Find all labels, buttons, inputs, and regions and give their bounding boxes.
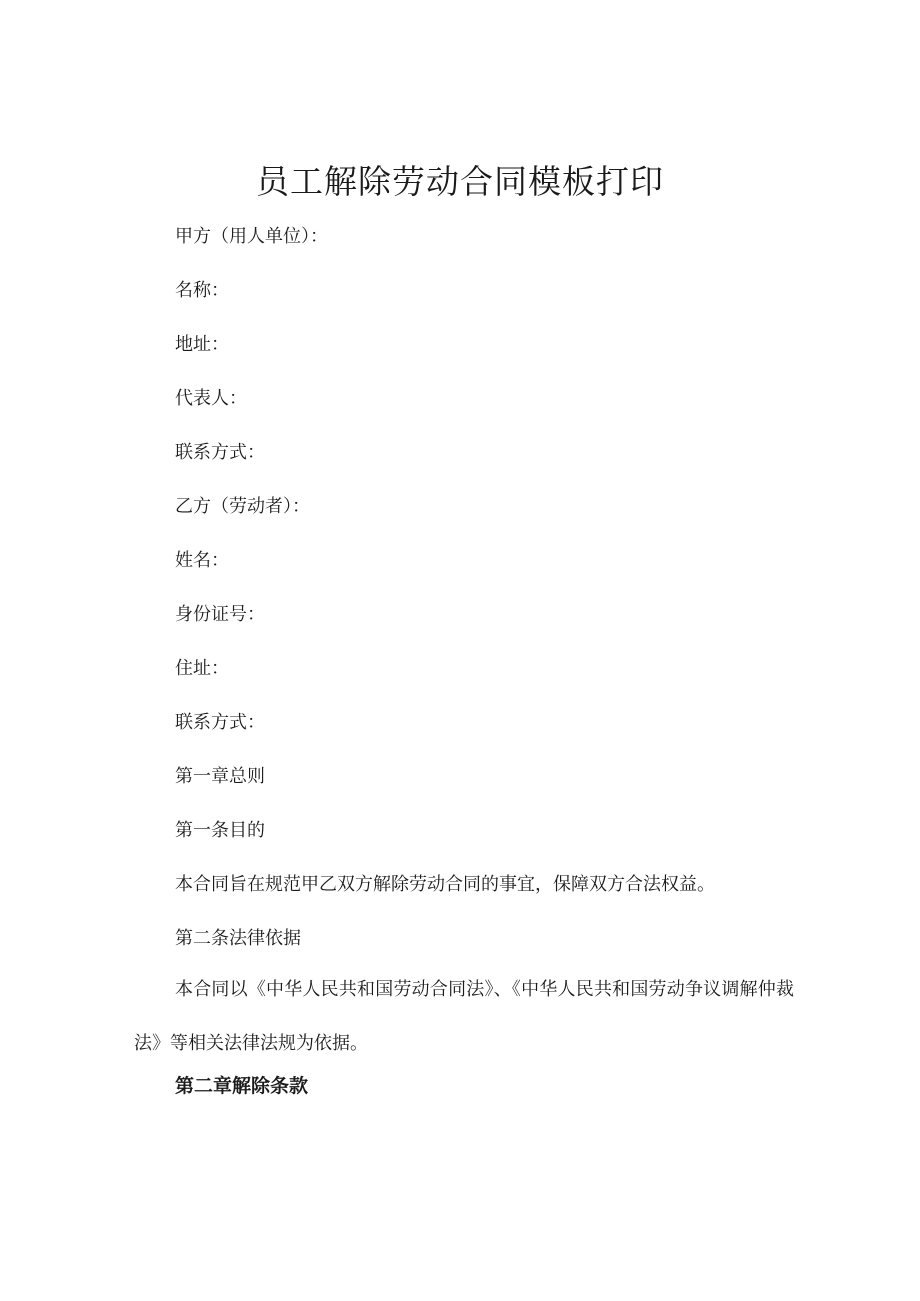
party-b-name-label: 姓名： bbox=[175, 550, 229, 571]
chapter-2-heading: 第二章解除条款 bbox=[175, 1075, 309, 1097]
party-b-heading: 乙方（劳动者）： bbox=[175, 496, 310, 517]
article-2-heading: 第二条法律依据 bbox=[175, 928, 301, 949]
article-2-text: 本合同以《中华人民共和国劳动合同法》、《中华人民共和国劳动争议调解仲裁法》等相关法律法规为依据。 bbox=[134, 979, 794, 1054]
article-1-text: 本合同旨在规范甲乙双方解除劳动合同的事宜，保障双方合法权益。 bbox=[175, 874, 715, 895]
party-a-representative-label: 代表人： bbox=[175, 388, 247, 409]
party-a-heading: 甲方（用人单位）： bbox=[175, 226, 328, 247]
party-b-id-label: 身份证号： bbox=[175, 604, 265, 625]
party-a-address-label: 地址： bbox=[175, 334, 229, 355]
party-a-contact-label: 联系方式： bbox=[175, 442, 265, 463]
chapter-1-heading: 第一章总则 bbox=[175, 766, 265, 787]
document-title: 员工解除劳动合同模板打印 bbox=[256, 162, 664, 201]
party-b-contact-label: 联系方式： bbox=[175, 712, 265, 733]
party-b-address-label: 住址： bbox=[175, 658, 229, 679]
party-a-name-label: 名称： bbox=[175, 280, 229, 301]
article-1-heading: 第一条目的 bbox=[175, 820, 265, 841]
